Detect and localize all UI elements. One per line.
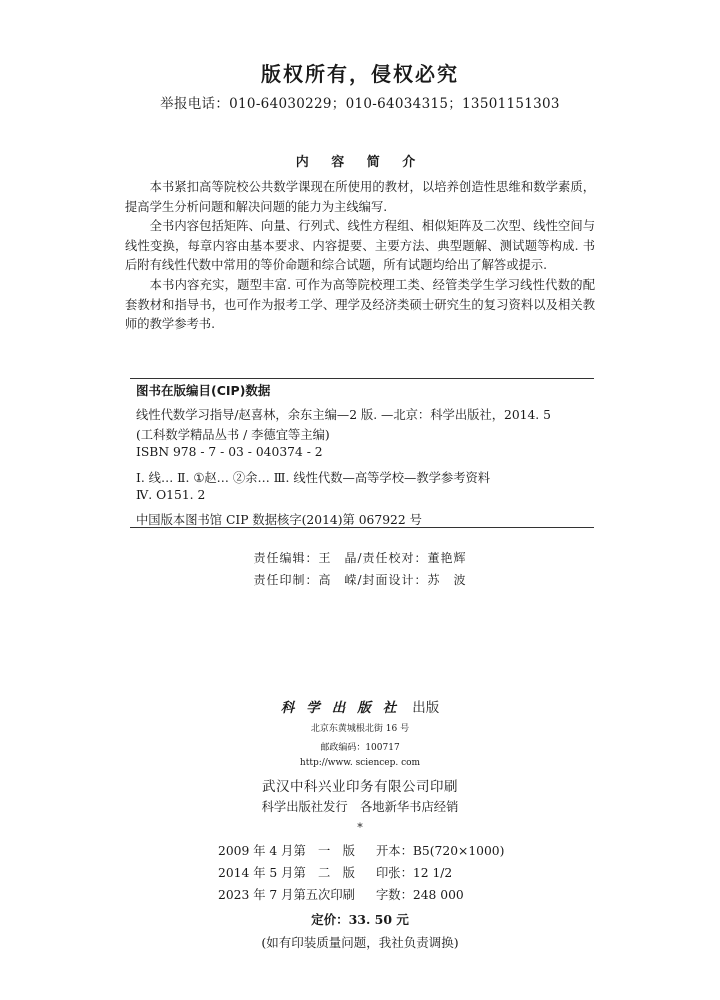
cip-classification: Ⅰ. 线… Ⅱ. ①赵… ②余… Ⅲ. 线性代数—高等学校—教学参考资料 [136, 471, 491, 485]
format-info: 开本：B5(720×1000) [376, 844, 505, 858]
word-count-info: 字数：248 000 [376, 888, 464, 902]
cip-line: (工科数学精品丛书 / 李德宜等主编) [136, 428, 330, 442]
report-phone-line: 举报电话：010-64030229；010-64034315；13501151303 [160, 96, 560, 112]
sheet-info: 印张：12 1/2 [376, 866, 453, 880]
cip-title: 图书在版编目(CIP)数据 [136, 383, 271, 398]
publisher-postcode: 邮政编码：100717 [320, 743, 400, 753]
publisher-logo: 科学出版社 [280, 700, 409, 716]
credit-production: 责任印制：高 嵘/封面设计：苏 波 [253, 573, 467, 587]
summary-heading: 内 容 简 介 [295, 155, 425, 170]
separator-star: * [357, 821, 363, 834]
publisher-address: 北京东黄城根北街 16 号 [310, 724, 410, 734]
cip-line: 线性代数学习指导/赵喜林，余东主编—2 版. —北京：科学出版社，2014. 5 [136, 408, 551, 422]
publisher-website: http://www. sciencep. com [299, 758, 421, 768]
publication-row [218, 885, 464, 903]
summary-paragraph: 全书内容包括矩阵、向量、行列式、线性方程组、相似矩阵及二次型、线性空间与线性变换，每章内容由基本要求、内容提要、主要方法、典型题解、测试题等构成. 书后附有线性代数中常用的等价命题和综合试题，所有试题均给出了解答或提示. [125, 219, 595, 273]
summary-paragraph: 本书紧扣高等院校公共数学课现在所使用的教材，以培养创造性思维和数学素质，提高学生分析问题和解决问题的能力为主线编写. [125, 180, 595, 214]
credit-editors: 责任编辑：王 晶/责任校对：董艳辉 [253, 551, 467, 565]
edition-info: 2009 年 4 月第 一 版 [218, 844, 355, 858]
cip-record-number: 中国版本图书馆 CIP 数据核字(2014)第 067922 号 [136, 513, 422, 527]
publisher-line [0, 696, 720, 716]
summary-text [125, 178, 595, 335]
exchange-note: (如有印装质量问题，我社负责调换) [261, 935, 459, 950]
cip-top-rule [130, 378, 594, 379]
price-label: 定价： [311, 912, 349, 927]
cip-classification-number: Ⅳ. O151. 2 [136, 488, 206, 502]
publication-row [218, 863, 452, 881]
edition-info: 2023 年 7 月第五次印刷 [218, 888, 355, 902]
price-value: 33. 50 元 [348, 912, 409, 927]
printer-line: 武汉中科兴业印务有限公司印刷 [262, 779, 458, 795]
publisher-suffix: 出版 [412, 700, 440, 716]
cip-bottom-rule [130, 527, 594, 528]
summary-paragraph: 本书内容充实，题型丰富. 可作为高等院校理工类、经管类学生学习线性代数的配套教材和指导书，也可作为报考工学、理学及经济类硕士研究生的复习资料以及相关教师的教学参考书. [125, 277, 595, 332]
distribution-line: 科学出版社发行 各地新华书店经销 [261, 800, 459, 814]
price-line [0, 910, 720, 928]
copyright-title: 版权所有，侵权必究 [261, 62, 459, 86]
edition-info: 2014 年 5 月第 二 版 [218, 866, 355, 880]
publication-row [218, 841, 504, 859]
cip-isbn: ISBN 978 - 7 - 03 - 040374 - 2 [136, 445, 323, 459]
